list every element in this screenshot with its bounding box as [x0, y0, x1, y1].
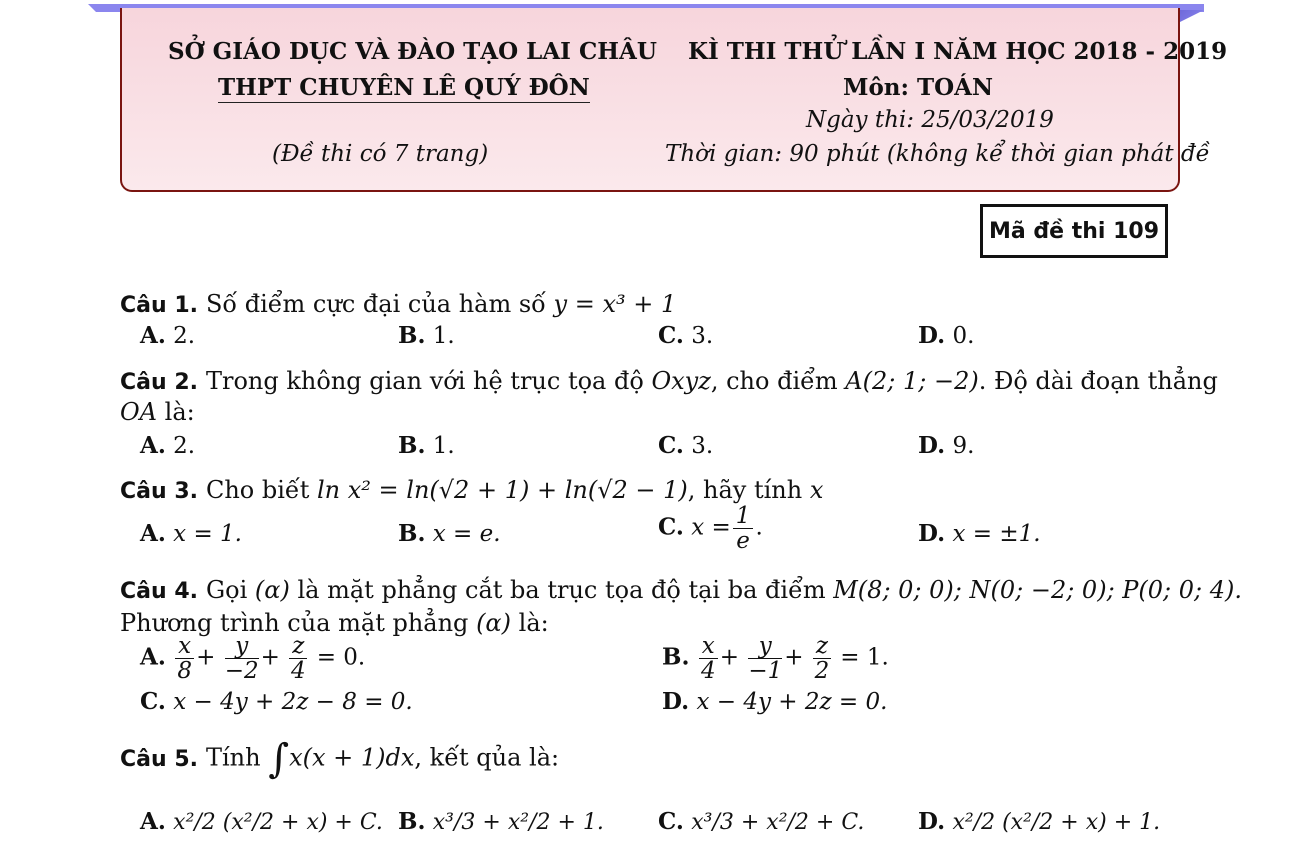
- q5-option-d[interactable]: D. x²/2 (x²/2 + x) + 1.: [918, 808, 1161, 835]
- page-count: (Đề thi có 7 trang): [272, 141, 489, 167]
- subject: Môn: TOÁN: [843, 74, 994, 101]
- q5-option-b[interactable]: B. x³/3 + x²/2 + 1.: [398, 808, 604, 835]
- q4-option-c[interactable]: C. x − 4y + 2z − 8 = 0.: [140, 688, 413, 715]
- q5-option-c[interactable]: C. x³/3 + x²/2 + C.: [658, 808, 865, 835]
- q2-option-a[interactable]: A. 2.: [140, 432, 196, 459]
- q3-option-c[interactable]: C. x = $\frac{1}{e}$ .: [658, 503, 763, 555]
- q4-option-d[interactable]: D. x − 4y + 2z = 0.: [662, 688, 888, 715]
- q2-option-d[interactable]: D. 9.: [918, 432, 975, 459]
- q1-option-a[interactable]: A. 2.: [140, 322, 196, 349]
- exam-duration: Thời gian: 90 phút (không kể thời gian phát đề: [665, 141, 1210, 167]
- q4-option-a[interactable]: A. $\frac{x}{8}$ + $\frac{y}{-2}$ + $\frac{z}{4}$ = 0.: [140, 633, 366, 685]
- integral-symbol: ∫: [268, 736, 290, 782]
- q3-option-d[interactable]: D. x = ±1.: [918, 520, 1041, 547]
- exam-title: KÌ THI THỬ LẦN I NĂM HỌC 2018 - 2019: [688, 38, 1228, 65]
- q2-option-b[interactable]: B. 1.: [398, 432, 455, 459]
- question-4-line2: Phương trình của mặt phẳng (α) là:: [120, 609, 549, 637]
- school-name: THPT CHUYÊN LÊ QUÝ ĐÔN: [218, 74, 590, 101]
- q3-option-b[interactable]: B. x = e.: [398, 520, 501, 547]
- corner-decoration: [1176, 10, 1204, 24]
- q1-option-c[interactable]: C. 3.: [658, 322, 714, 349]
- question-2: Câu 2. Trong không gian với hệ trục tọa độ Oxyz, cho điểm A(2; 1; −2). Độ dài đoạn thẳng: [120, 367, 1218, 395]
- q5-option-a[interactable]: A. x²/2 (x²/2 + x) + C.: [140, 808, 383, 835]
- q3-option-a[interactable]: A. x = 1.: [140, 520, 242, 547]
- question-5: Câu 5. Tính ∫x(x + 1)dx, kết qủa là:: [120, 736, 560, 782]
- question-1: Câu 1. Số điểm cực đại của hàm số y = x³ + 1: [120, 290, 677, 318]
- question-3: Câu 3. Cho biết ln x² = ln(√2 + 1) + ln(√2 − 1), hãy tính x: [120, 476, 824, 504]
- exam-code-box: Mã đề thi 109: [980, 204, 1168, 258]
- q2-option-c[interactable]: C. 3.: [658, 432, 714, 459]
- q1-option-b[interactable]: B. 1.: [398, 322, 455, 349]
- question-4: Câu 4. Gọi (α) là mặt phẳng cắt ba trục tọa độ tại ba điểm M(8; 0; 0); N(0; −2; 0); P(0; 0; 4).: [120, 576, 1243, 604]
- question-2-line2: OA là:: [120, 398, 195, 426]
- q1-option-d[interactable]: D. 0.: [918, 322, 975, 349]
- q4-option-b[interactable]: B. $\frac{x}{4}$ + $\frac{y}{-1}$ + $\frac{z}{2}$ = 1.: [662, 633, 889, 685]
- dept-name: SỞ GIÁO DỤC VÀ ĐÀO TẠO LAI CHÂU: [168, 38, 657, 65]
- exam-date: Ngày thi: 25/03/2019: [806, 107, 1054, 133]
